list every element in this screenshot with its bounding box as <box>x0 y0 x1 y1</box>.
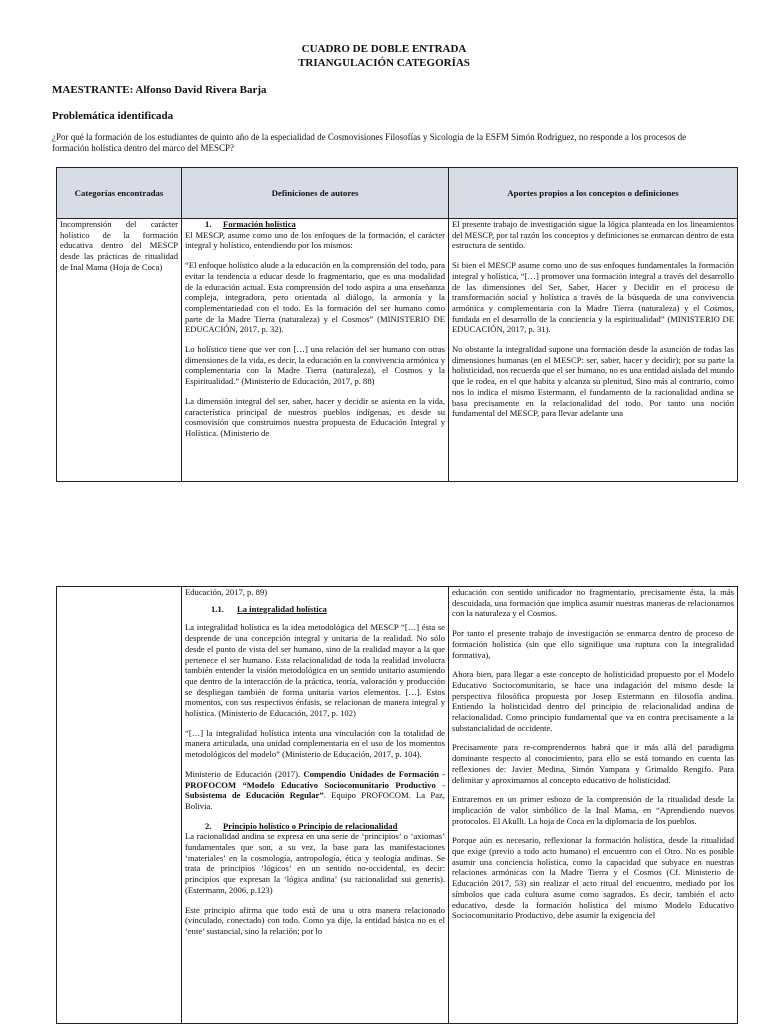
document-title: CUADRO DE DOBLE ENTRADA <box>301 43 467 55</box>
paragraph: “El enfoque holístico alude a la educación en la comprensión del todo, para evitar la tendencia a educar desde lo fragmentario, que es una modalidad de la educación actual. Esta comprensión del todo aspira a una enseñanza compleja, integradora, pero orientada al diálogo, la armonía y la complementariedad con el todo. Es la formación del ser humano como parte de la Madre Tierra (naturaleza) y el Cosmos” (MINISTERIO DE EDUCACIÓN, 2017, p. 32). <box>185 260 445 335</box>
paragraph: Ahora bien, para llegar a este concepto de holisticidad propuesto por el Modelo Educativo Sociocomunitario, se hace una indagación del mismo desde la perspectiva filosófica propuesta por Josep Estermann en filosofía andina. Entiendo la holisticidad dentro del principio de relacionalidad andina de relacionalidad. Como principio fundamental que va en contra precisamente a la substancialidad de occidente. <box>452 669 734 733</box>
reference-paragraph: Ministerio de Educación (2017). Compendio Unidades de Formación - PROFOCOM “Modelo Educativo Sociocomunitario Productivo - Subsistema de Educación Regular”. Equipo PROFOCOM. La Paz, Bolivia. <box>185 768 445 811</box>
research-question: ¿Por qué la formación de los estudiantes de quinto año de la especialidad de Cosmovisiones Filosofías y Sicología de la ESFM Simón Rodríguez, no responde a los procesos de formación holística dentro del marco del MESCP? <box>52 132 687 153</box>
document-page-1 <box>0 0 768 500</box>
paragraph: La integralidad holística es la idea metodológica del MESCP “[…] ésta se desprende de una concepción integral y unitaria de la realidad. No sólo desde el punto de vista del ser humano, sino de la realidad mayor a la que pertenece el ser humano. Esta relacionalidad de toda la realidad involucra también entender la visión metodológica en un sentido unitario asumiendo que dentro de la interacción de la práctica, teoría, valoración y producción se despliegan también de forma unitaria varios elementos. […]. Estos momentos, con sus respectivos énfasis, se relacionan de manera integral y holística. (Ministerio de Educación, 2017, p. 102) <box>185 622 445 719</box>
section-heading: 1. Formación holística <box>205 219 296 229</box>
header-contributions: Aportes propios a los conceptos o definiciones <box>449 168 738 219</box>
contributions-cell <box>449 219 738 482</box>
problem-heading: Problemática identificada <box>52 110 174 122</box>
table-header-row <box>57 168 738 219</box>
paragraph: “[…] la integralidad holística intenta una vinculación con la totalidad de manera articulada, una unidad complementaria en el uso de los momentos metodológicos del modelo” (Ministerio de Educación, 2017, p. 104). <box>185 727 445 760</box>
section-heading: 1.1. La integralidad holística <box>211 603 327 614</box>
header-definitions: Definiciones de autores <box>182 168 449 219</box>
document-subtitle: TRIANGULACIÓN CATEGORÍAS <box>298 57 470 69</box>
header-categories: Categorías encontradas <box>57 168 182 219</box>
paragraph: El MESCP, asume como uno de los enfoques de la formación, el carácter integral y holístico, entendiendo por los mismos: <box>185 229 445 251</box>
paragraph: Precisamente para re-comprendernos habrá que ir más allá del paradigma dominante respecto al conocimiento, para ello se está tomando en cuenta las reflexiones de: Javier Medina, Simón Yampara y Grimaldo Rengifo. Para delimitar y aproximarnos al concepto educativo de holisticidad. <box>452 742 734 785</box>
triangulation-table <box>56 167 738 482</box>
category-cell <box>57 587 182 1024</box>
paragraph: No obstante la integralidad supone una formación desde la asunción de todas las dimensiones humanas (en el MESCP: ser, saber, hacer y decidir); por su parte la holisticidad, nos recuerda que el ser humano, no es una entidad aislada del mundo que le rodea, en el que habita y alcanza su plenitud, Sino más al contrario, como nos lo indica el mismo Estermann, el fundamento de la racionalidad andina se basa precisamente en la relacionalidad del todo. Por tanto una noción fundamental del MESCP, para llevar adelante una <box>452 344 734 419</box>
table-row <box>57 219 738 482</box>
paragraph: Si bien el MESCP asume como uno de sus enfoques fundamentales la formación integral y holística, “[…] promover una formación integral a través del desarrollo de las dimensiones del Ser, Saber, Hacer y Decidir en el proceso de transformación social y holística a través de la búsqueda de una convivencia armónica y complementaria con la Madre Tierra (naturaleza) y el Cosmos, fundada en el desarrollo de la conciencia y la espiritualidad” (MINISTERIO DE EDUCACIÓN, 2017, p. 31). <box>452 260 734 335</box>
paragraph: Por tanto el presente trabajo de investigación se enmarca dentro de proceso de formación holística (sin que ello signifique una ruptura con la integralidad formativa), <box>452 628 734 660</box>
contributions-cell <box>449 587 738 1024</box>
paragraph: La dimensión integral del ser, saber, hacer y decidir se asienta en la vida, característica principal de nuestros pueblos indígenas, es desde su cosmovisión que construimos nuestra propuesta de Educación Integral y Holística. (Ministerio de <box>185 395 445 438</box>
paragraph: El presente trabajo de investigación sigue la lógica planteada en los lineamientos del MESCP, por tal razón los conceptos y definiciones se enmarcan dentro de esta estructura de sentido. <box>452 219 734 251</box>
document-page-2 <box>0 586 768 1024</box>
author-line: MAESTRANTE: Alfonso David Rivera Barja <box>52 84 267 96</box>
category-cell <box>57 219 182 482</box>
paragraph: Porque aún es necesario, reflexionar la formación holística, desde la ritualidad que exige (previo a todo acto humano) el encuentro con el Otro. No es posible asumir una conciencia holística, como la capacidad que subyace en nuestras relaciones armónicas con la Madre Tierra y el Cosmos (Cf. Ministerio de Educación 2017, 53) sin realizar el acto ritual del encuentro, mediado por los símbolos que cada cultura asume como sagrados. Es decir, también el acto educativo, desde la formación holística del mismo Modelo Educativo Sociocomunitario Productivo, debe asumir la exigencia del <box>452 835 734 921</box>
paragraph: Entraremos en un primer esbozo de la comprensión de la ritualidad desde la implicación de valor simbólico de la Inal Mama, en “Aprendiendo nuevos protocolos. El Akulli. La hoja de Coca en la diplomacia de los pueblos. <box>452 794 734 826</box>
definitions-cell <box>182 587 449 1024</box>
paragraph: La racionalidad andina se expresa en una serie de ‘principios’ o ‘axiomas’ fundamentales que son, a su vez, la base para las manifestaciones ‘materiales’ en la cosmología, antropología, ética y teología andinas. Se trata de principios ‘lógicos’ en un sentido no-occidental, es decir: principios que expresan la ‘lógica andina’ (su racionalidad sui generis). (Estermann, 2006, p.123) <box>185 831 445 895</box>
triangulation-table-continued <box>56 586 738 1024</box>
page-gap <box>0 500 768 586</box>
paragraph: educación con sentido unificador no fragmentario, precisamente ésta, la más descuidada, una formación que implica asumir nuestras maneras de relacionarnos con la naturaleza y el Cosmos. <box>452 587 734 619</box>
category-text: Incomprensión del carácter holístico de la formación educativa dentro del MESCP desde las prácticas de ritualidad de Inal Mama (Hoja de Coca) <box>60 219 178 272</box>
table-row <box>57 587 738 1024</box>
paragraph: Educación, 2017, p. 89) <box>185 587 268 597</box>
definitions-cell <box>182 219 449 482</box>
section-heading: 2. Principio holístico o Principio de relacionalidad <box>205 820 398 831</box>
paragraph: Lo holístico tiene que ver con […] una relación del ser humano con otras dimensiones de la vida, es decir, la educación en la convivencia armónica y complementaria con la Madre Tierra (naturaleza), el Cosmos y la Espiritualidad.” (Ministerio de Educación, 2017, p. 88) <box>185 344 445 387</box>
paragraph: Este principio afirma que todo está de una u otra manera relacionado (vinculado, conectado) con todo. Como ya dije, la entidad básica no es el ‘ente’ sustancial, sino la relación; por lo <box>185 904 445 936</box>
